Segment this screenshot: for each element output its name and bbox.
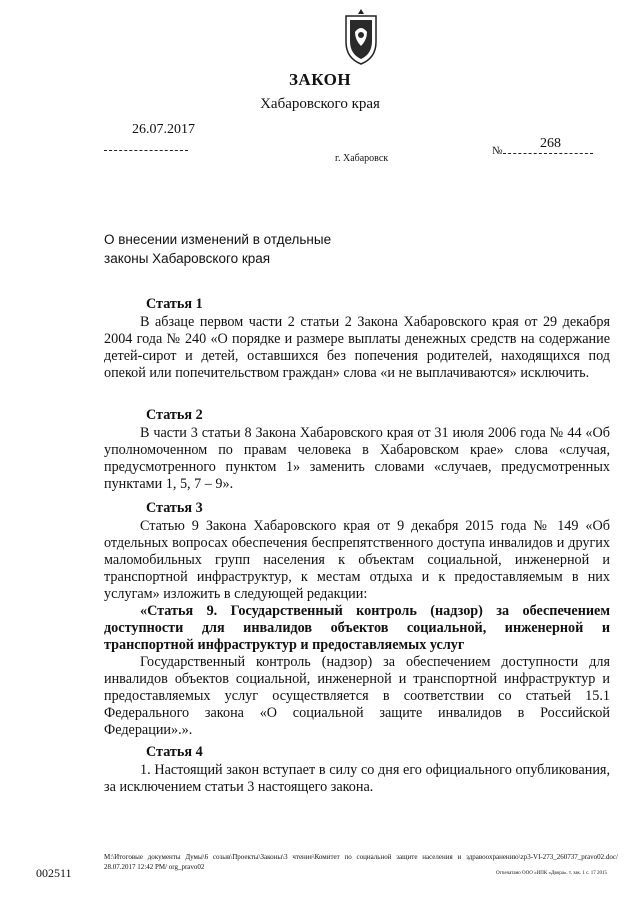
- law-subject-line2: законы Хабаровского края: [104, 251, 271, 266]
- article-4: [104, 744, 610, 796]
- law-subject: [104, 230, 364, 268]
- article-3-text: Статью 9 Закона Хабаровского края от 9 декабря 2015 года № 149 «Об отдельных вопросах обеспечения беспрепятственного доступа инвалидов и других маломобильных групп населения к объектам социальной, инженерной и транспортной инфраструктур, к местам отдыха и к предоставляемым в них услугам» изложить в следующей редакции:: [104, 518, 610, 602]
- article-3: [104, 500, 610, 739]
- footer-file-path: M:\Итоговые документы Думы\6 созыв\Проекты\Законы\3 чтение\Комитет по социальной защите населения и здравоохранению\zp3-VI-273_260737_pravo02.doc/ 28.07.2017 12:42 PM/ org_pravo02: [104, 853, 618, 871]
- article-3-quote-text: Государственный контроль (надзор) за обеспечением доступности для инвалидов объектов социальной, инженерной и транспортной инфраструктур и предоставляемых услуг осуществляется в соответствии со статьей 15.1 Федерального закона «О социальной защите инвалидов в Российской Федерации».».: [104, 654, 610, 738]
- document-subtitle: Хабаровского края: [260, 96, 380, 112]
- article-3-heading: Статья 3: [146, 500, 203, 516]
- law-number-label: №: [492, 145, 503, 157]
- article-2-heading: Статья 2: [146, 407, 203, 423]
- article-4-text: 1. Настоящий закон вступает в силу со дня его официального опубликования, за исключением статьи 3 настоящего закона.: [104, 762, 610, 795]
- article-1-heading: Статья 1: [146, 296, 203, 312]
- number-underline: [503, 153, 593, 154]
- date-underline: [104, 150, 188, 151]
- coat-of-arms-icon: [340, 8, 382, 66]
- city-name: г. Хабаровск: [335, 153, 389, 164]
- document-title: ЗАКОН: [288, 70, 352, 89]
- footer-print-note: Отпечатано ООО «ИПК «Двора». т. зак. 1 с. 17 2015: [496, 871, 608, 876]
- law-date: 26.07.2017: [132, 122, 195, 137]
- article-1: [104, 296, 610, 382]
- article-4-heading: Статья 4: [146, 744, 203, 760]
- law-number: 268: [540, 136, 561, 151]
- footer-document-id: 002511: [36, 866, 72, 880]
- article-2-text: В части 3 статьи 8 Закона Хабаровского края от 31 июля 2006 года № 44 «Об уполномоченном по правам человека в Хабаровском крае» слова «случая, предусмотренного пунктом 1» заменить словами «случаев, предусмотренных пунктами 1, 5, 7 – 9».: [104, 425, 610, 492]
- article-2: [104, 407, 610, 493]
- law-subject-line1: О внесении изменений в отдельные: [104, 232, 332, 247]
- article-3-quote-heading: «Статья 9. Государственный контроль (надзор) за обеспечением доступности для инвалидов объектов социальной, инженерной и транспортной инфраструктур и предоставляемых услуг: [104, 603, 610, 653]
- article-1-text: В абзаце первом части 2 статьи 2 Закона Хабаровского края от 29 декабря 2004 года № 240 «О порядке и размере выплаты денежных средств на содержание детей-сирот и детей, оставшихся без попечения родителей, находящихся под опекой или попечительством граждан» слова «и не выплачиваются» исключить.: [104, 314, 610, 381]
